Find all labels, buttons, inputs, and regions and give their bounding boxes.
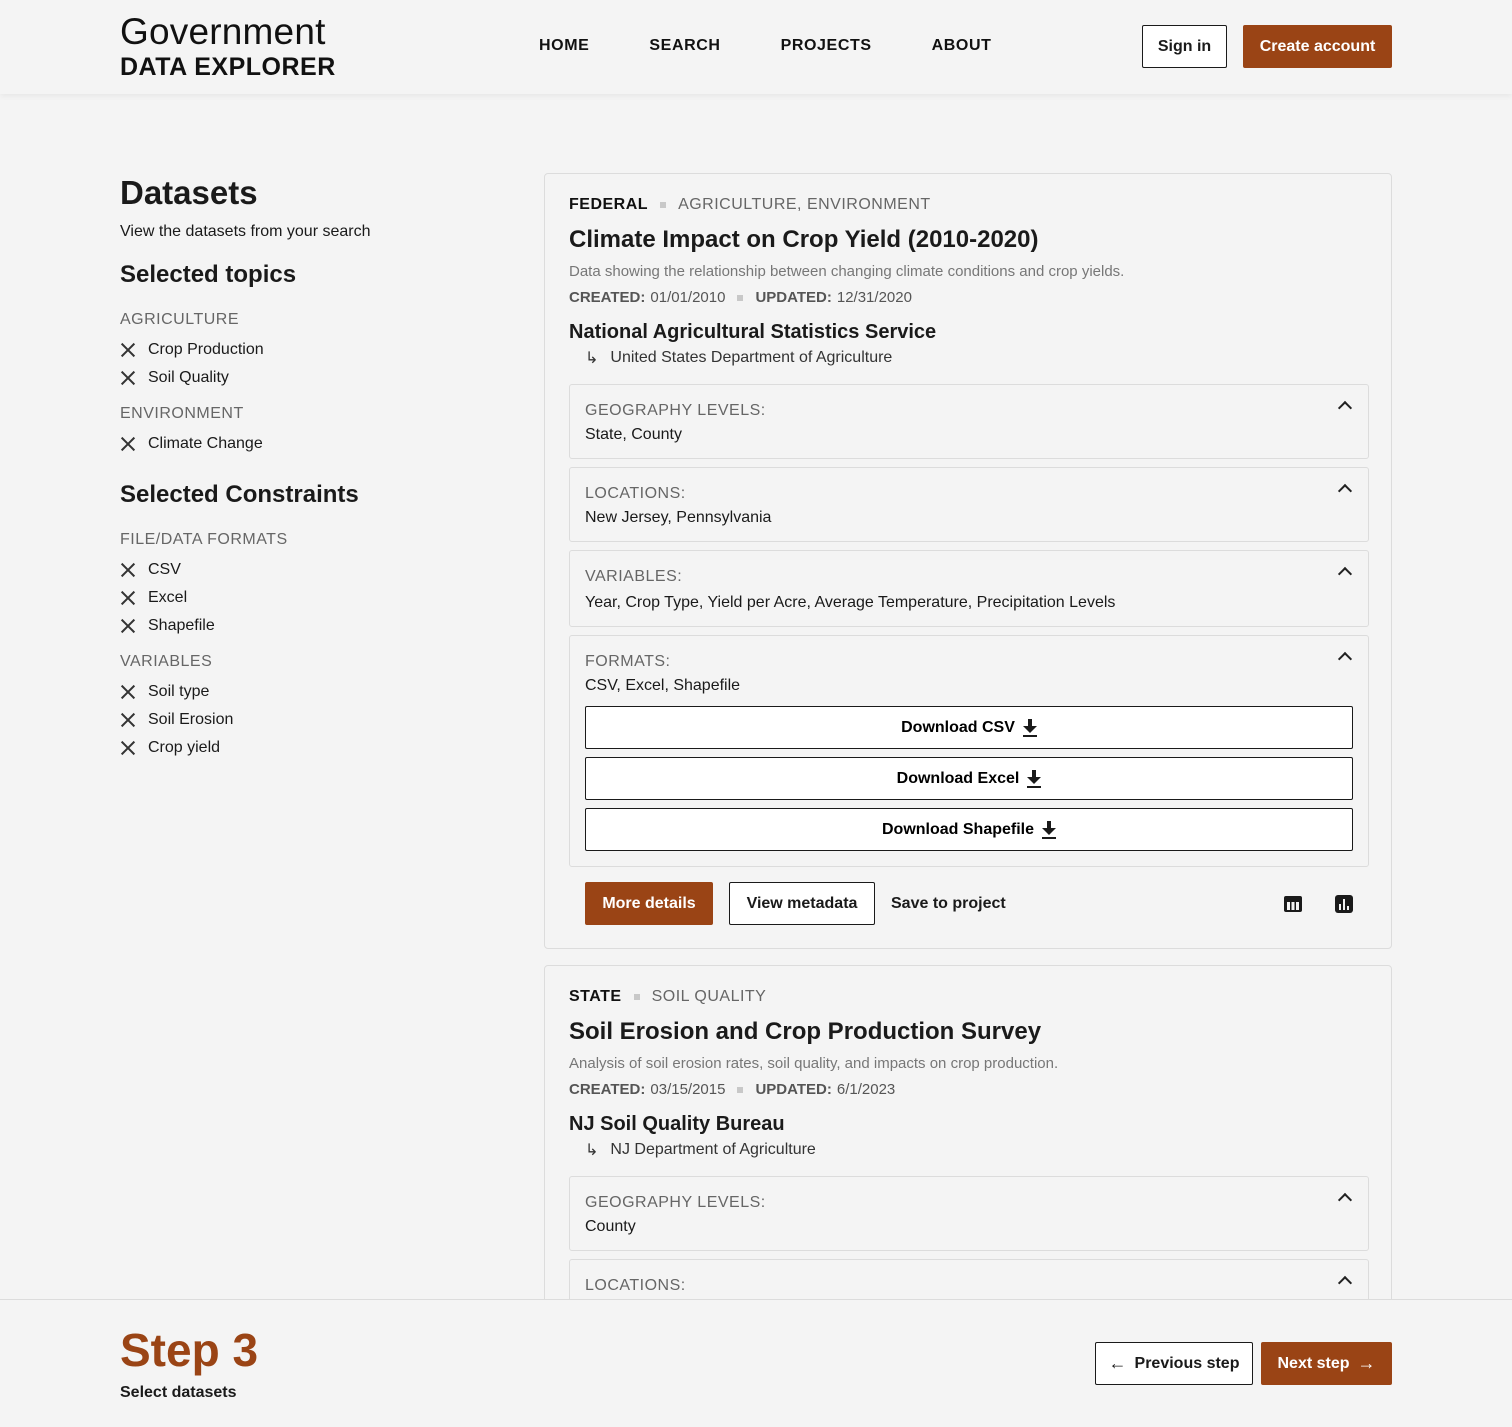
dataset-topics: AGRICULTURE, ENVIRONMENT <box>678 196 931 213</box>
constraint-chip[interactable] <box>120 678 520 706</box>
parent-agency <box>585 1140 816 1160</box>
next-step-label: Next step <box>1277 1354 1350 1372</box>
dataset-description: Analysis of soil erosion rates, soil quality, and impacts on crop production. <box>569 1055 1059 1072</box>
topic-label: Soil Quality <box>148 369 229 386</box>
panel-value: New Jersey, Pennsylvania <box>585 509 772 526</box>
dataset-description: Data showing the relationship between changing climate conditions and crop yields. <box>569 263 1125 280</box>
jurisdiction-level: FEDERAL <box>569 196 649 213</box>
table-icon[interactable] <box>1283 894 1303 914</box>
jurisdiction-level: STATE <box>569 988 622 1005</box>
created-date: 03/15/2015 <box>650 1081 726 1098</box>
page-title: Datasets <box>120 174 258 211</box>
parent-agency <box>585 348 892 368</box>
panel-label: GEOGRAPHY LEVELS: <box>585 402 766 419</box>
separator-dot <box>737 1087 743 1093</box>
panel-value: CSV, Excel, Shapefile <box>585 677 741 694</box>
updated-date: 6/1/2023 <box>836 1081 896 1098</box>
panel-label: VARIABLES: <box>585 568 683 585</box>
created-label: CREATED: <box>569 289 646 306</box>
constraint-group-label: FILE/DATA FORMATS <box>120 531 288 548</box>
panel-value: State, County <box>585 426 682 443</box>
chevron-up-icon[interactable] <box>1338 484 1352 498</box>
separator-dot <box>737 295 743 301</box>
dataset-title[interactable]: Climate Impact on Crop Yield (2010-2020) <box>569 226 1039 253</box>
topic-group-label: AGRICULTURE <box>120 311 239 328</box>
formats-panel[interactable] <box>569 635 1369 867</box>
arrow-right-icon: → <box>1357 1353 1376 1373</box>
subdirectory-arrow-icon: ↳ <box>585 1142 599 1159</box>
topic-label: Climate Change <box>148 435 263 452</box>
panel-label: GEOGRAPHY LEVELS: <box>585 1194 766 1211</box>
close-icon[interactable] <box>120 436 136 452</box>
page-subtitle: View the datasets from your search <box>120 223 371 240</box>
selected-constraints-heading: Selected Constraints <box>120 481 359 508</box>
parent-agency-name: NJ Department of Agriculture <box>610 1141 816 1158</box>
chevron-up-icon[interactable] <box>1338 1276 1352 1290</box>
main-nav <box>539 37 1052 55</box>
save-to-project-button[interactable]: Save to project <box>891 894 1006 912</box>
close-icon[interactable] <box>120 370 136 386</box>
subdirectory-arrow-icon: ↳ <box>585 350 599 367</box>
topic-chip[interactable] <box>120 336 520 364</box>
dataset-dates <box>569 1081 895 1098</box>
download-csv-button[interactable] <box>585 706 1353 749</box>
locations-panel[interactable] <box>569 467 1369 542</box>
logo[interactable] <box>120 12 336 82</box>
arrow-left-icon: ← <box>1108 1353 1127 1373</box>
sidebar <box>120 172 520 762</box>
dataset-tagline <box>569 196 931 214</box>
dataset-title[interactable]: Soil Erosion and Crop Production Survey <box>569 1018 1042 1045</box>
step-footer <box>0 1299 1512 1427</box>
topic-group-label: ENVIRONMENT <box>120 405 244 422</box>
agency-name: NJ Soil Quality Bureau <box>569 1113 785 1135</box>
constraint-label: Crop yield <box>148 739 221 756</box>
card-actions <box>585 882 1006 925</box>
separator-dot <box>660 202 666 208</box>
topic-chip[interactable] <box>120 430 520 458</box>
panel-label: FORMATS: <box>585 653 671 670</box>
download-icon <box>1027 770 1041 788</box>
close-icon[interactable] <box>120 590 136 606</box>
dataset-dates <box>569 289 912 306</box>
step-title: Step 3 <box>120 1324 259 1376</box>
next-step-button[interactable] <box>1261 1342 1392 1385</box>
constraint-label: Soil type <box>148 683 210 700</box>
dataset-tagline <box>569 988 766 1006</box>
bar-chart-icon[interactable] <box>1334 894 1354 914</box>
close-icon[interactable] <box>120 618 136 634</box>
updated-label: UPDATED: <box>755 289 832 306</box>
close-icon[interactable] <box>120 342 136 358</box>
constraint-group-label: VARIABLES <box>120 653 213 670</box>
nav-home[interactable]: HOME <box>539 37 590 54</box>
close-icon[interactable] <box>120 740 136 756</box>
chevron-up-icon[interactable] <box>1338 401 1352 415</box>
nav-about[interactable]: ABOUT <box>931 37 992 54</box>
previous-step-button[interactable] <box>1095 1342 1253 1385</box>
sign-in-button[interactable]: Sign in <box>1142 25 1227 68</box>
site-header <box>0 0 1512 94</box>
constraint-chip[interactable] <box>120 556 520 584</box>
dataset-topics: SOIL QUALITY <box>651 988 767 1005</box>
geography-panel[interactable] <box>569 384 1369 459</box>
variables-panel[interactable] <box>569 550 1369 627</box>
constraint-chip[interactable] <box>120 584 520 612</box>
panel-value: Year, Crop Type, Yield per Acre, Average Temperature, Precipitation Levels <box>585 594 1116 611</box>
chevron-up-icon[interactable] <box>1338 567 1352 581</box>
chevron-up-icon[interactable] <box>1338 652 1352 666</box>
download-label: Download Excel <box>896 769 1020 787</box>
nav-projects[interactable]: PROJECTS <box>780 37 872 54</box>
topic-chip[interactable] <box>120 364 520 392</box>
close-icon[interactable] <box>120 712 136 728</box>
nav-search[interactable]: SEARCH <box>649 37 721 54</box>
panel-label: LOCATIONS: <box>585 1277 686 1294</box>
created-label: CREATED: <box>569 1081 646 1098</box>
constraint-label: Soil Erosion <box>148 711 234 728</box>
constraint-label: CSV <box>148 561 181 578</box>
updated-date: 12/31/2020 <box>836 289 912 306</box>
constraint-chip[interactable] <box>120 706 520 734</box>
geography-panel[interactable] <box>569 1176 1369 1251</box>
parent-agency-name: United States Department of Agriculture <box>610 349 893 366</box>
updated-label: UPDATED: <box>755 1081 832 1098</box>
download-icon <box>1042 821 1056 839</box>
constraint-label: Excel <box>148 589 188 606</box>
download-label: Download CSV <box>901 718 1015 736</box>
separator-dot <box>634 994 640 1000</box>
dataset-card <box>544 173 1392 949</box>
chevron-up-icon[interactable] <box>1338 1193 1352 1207</box>
download-icon <box>1023 719 1037 737</box>
close-icon[interactable] <box>120 684 136 700</box>
step-subtitle: Select datasets <box>120 1384 237 1401</box>
topic-label: Crop Production <box>148 341 264 358</box>
selected-topics-heading: Selected topics <box>120 261 297 288</box>
constraint-chip[interactable] <box>120 612 520 640</box>
previous-step-label: Previous step <box>1134 1354 1240 1372</box>
logo-bottom-text: DATA EXPLORER <box>120 53 336 81</box>
create-account-button[interactable]: Create account <box>1243 25 1392 68</box>
close-icon[interactable] <box>120 562 136 578</box>
panel-value: County <box>585 1218 636 1235</box>
constraint-chip[interactable] <box>120 734 520 762</box>
agency-name: National Agricultural Statistics Service <box>569 321 937 343</box>
constraint-label: Shapefile <box>148 617 215 634</box>
logo-top-text: Government <box>120 11 326 52</box>
download-excel-button[interactable] <box>585 757 1353 800</box>
download-label: Download Shapefile <box>881 820 1034 838</box>
more-details-button[interactable]: More details <box>585 882 713 925</box>
created-date: 01/01/2010 <box>650 289 726 306</box>
view-metadata-button[interactable]: View metadata <box>729 882 875 925</box>
download-shapefile-button[interactable] <box>585 808 1353 851</box>
panel-label: LOCATIONS: <box>585 485 686 502</box>
